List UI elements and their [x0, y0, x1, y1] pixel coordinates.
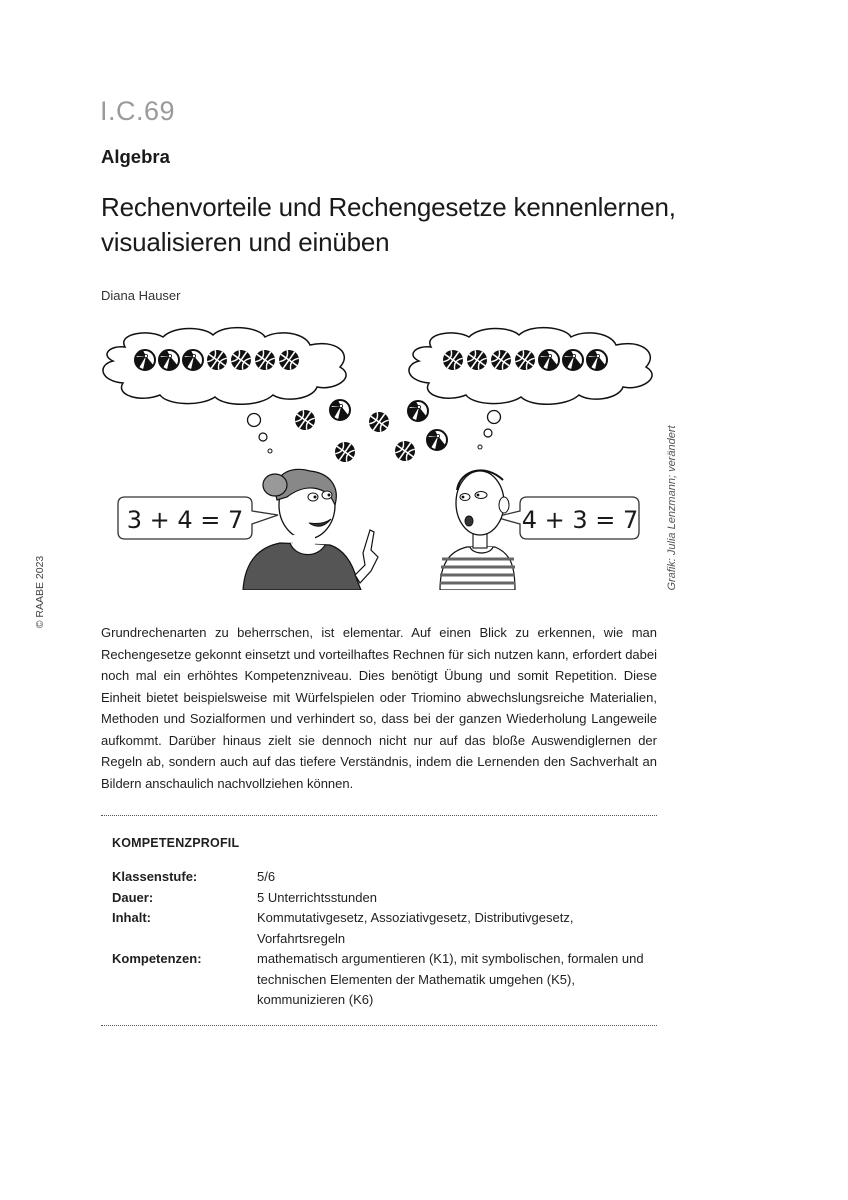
illustration: [95, 325, 665, 590]
floating-basketball: [365, 408, 393, 436]
floating-basketball: [331, 438, 359, 466]
beach-ball-icon: [159, 350, 179, 370]
floating-beachball: [330, 400, 350, 420]
floating-basketball: [391, 437, 419, 465]
beach-ball-icon: [539, 350, 559, 370]
intro-paragraph: Grundrechenarten zu beherrschen, ist elementar. Auf einen Blick zu erkennen, wie man Rechengesetze gekonnt einsetzt und vorteilhaftes Rechnen für sich nutzen kann, erfordert dabei noch mal ein erhöhtes Kompetenzniveau. Dies benötigt Übung und somit Repetition. Diese Einheit bietet beispielsweise mit Würfelspielen oder Triomino abwechslungsreiche Materialien, Methoden und Sozialformen und verhindert so, dass bei der ganzen Wiederholung Langeweile aufkommt. Darüber hinaus zielt sie dennoch nicht nur auf das bloße Auswendiglernen der Regeln ab, sondern auch auf das tiefere Verständnis, indem die Lernenden den Sachverhalt an Bildern anschaulich nachvollziehen können.: [101, 625, 657, 791]
profile-label: Dauer:: [112, 889, 154, 905]
unit-code: I.C.69: [100, 96, 176, 126]
competence-profile: [112, 836, 652, 1011]
floating-basketball: [291, 406, 319, 434]
profile-label: Klassenstufe:: [112, 869, 198, 884]
author-name: Diana Hauser: [101, 288, 181, 303]
profile-value: 5/6: [257, 869, 276, 884]
profile-row: [112, 908, 652, 949]
boy-figure: [440, 470, 515, 590]
beach-ball-icon: [135, 350, 155, 370]
left-equation: 3 + 4 = 7: [126, 506, 244, 534]
floating-balls: [291, 400, 447, 466]
subject-label: Algebra: [101, 146, 170, 167]
profile-row: [112, 888, 652, 909]
beach-ball-icon: [587, 350, 607, 370]
divider-bottom: [101, 1025, 657, 1026]
profile-value: mathematisch argumentieren (K1), mit symbolischen, formalen und technischen Elementen der Mathematik umgehen (K5), kommunizieren (K6): [257, 951, 644, 1007]
divider-top: [101, 815, 657, 816]
image-credit: Grafik: Julia Lenzmann; verändert: [666, 425, 678, 591]
page-title: Rechenvorteile und Rechengesetze kennenlernen, visualisieren und einüben: [101, 192, 676, 257]
right-equation: 4 + 3 = 7: [521, 506, 639, 534]
copyright-note: © RAABE 2023: [34, 555, 46, 629]
floating-beachball: [427, 430, 447, 450]
profile-value: Kommutativgesetz, Assoziativgesetz, Distributivgesetz, Vorfahrtsregeln: [257, 910, 574, 946]
profile-heading: KOMPETENZPROFIL: [112, 836, 240, 850]
profile-row: [112, 949, 652, 1011]
profile-label: Inhalt:: [112, 910, 151, 925]
profile-label: Kompetenzen:: [112, 951, 202, 966]
profile-row: [112, 867, 652, 888]
girl-figure: [243, 469, 378, 590]
beach-ball-icon: [183, 350, 203, 370]
floating-beachball: [408, 401, 428, 421]
beach-ball-icon: [563, 350, 583, 370]
profile-value: 5 Unterrichtsstunden: [257, 889, 377, 905]
